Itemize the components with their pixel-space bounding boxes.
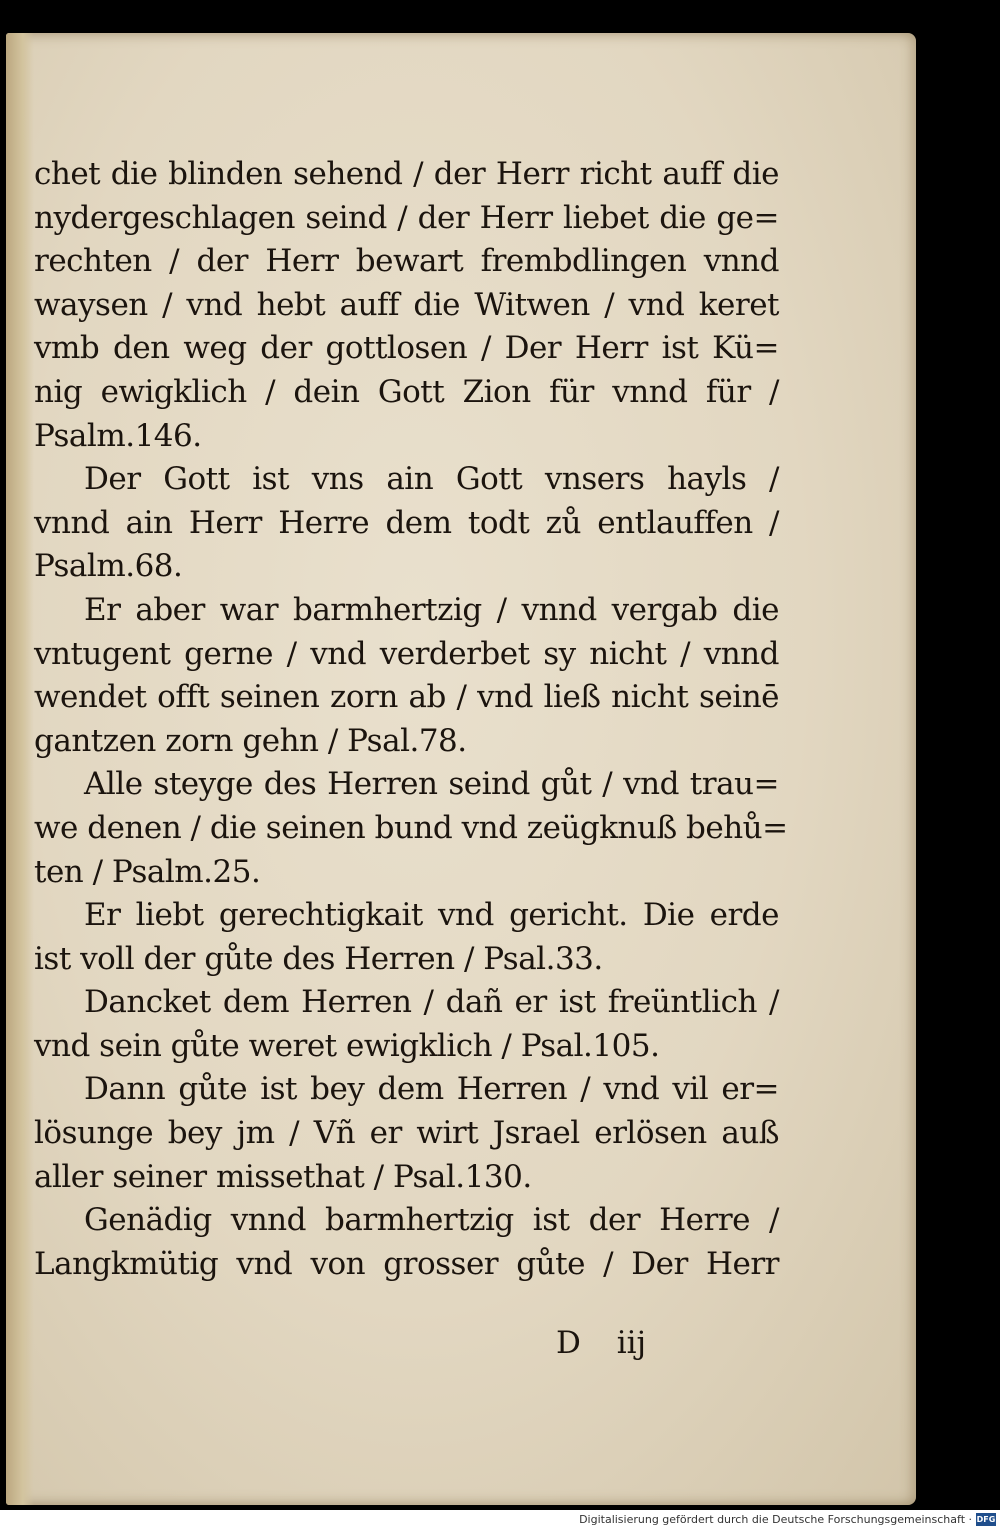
text-line: gantzen zorn gehn / Psal.78.: [34, 722, 467, 759]
footer-credit: Digitalisierung gefördert durch die Deutsche Forschungsgemeinschaft ·: [579, 1513, 972, 1526]
digitization-footer: [0, 1510, 1000, 1531]
text-line: Er aber war barmhertzig / vnnd vergab die: [84, 591, 779, 628]
text-line: rechten / der Herr bewart frembdlingen vnnd: [34, 243, 779, 280]
book-page: [6, 33, 916, 1505]
text-line: Alle steyge des Herren seind gůt / vnd trau=: [84, 766, 779, 803]
text-line: Dann gůte ist bey dem Herren / vnd vil er=: [84, 1071, 779, 1108]
text-line: ist voll der gůte des Herren / Psal.33.: [34, 940, 603, 977]
text-line: lösunge bey jm / Vñ er wirt Jsrael erlösen auß: [34, 1115, 779, 1152]
text-line: chet die blinden sehend / der Herr richt auff die: [34, 156, 779, 192]
text-line: vmb den weg der gottlosen / Der Herr ist Kü=: [34, 330, 779, 367]
page-gutter-shadow: [6, 33, 34, 1505]
text-line: Psalm.146.: [34, 417, 202, 454]
text-line: waysen / vnd hebt auff die Witwen / vnd keret: [34, 286, 779, 323]
text-line: vnnd ain Herr Herre dem todt zů entlauffen /: [34, 504, 779, 541]
dfg-logo: DFG: [976, 1515, 996, 1524]
text-line: Er liebt gerechtigkait vnd gericht. Die erde: [84, 897, 779, 934]
text-line: Psalm.68.: [34, 548, 183, 585]
text-line: vnd sein gůte weret ewigklich / Psal.105.: [34, 1027, 660, 1064]
text-line: vntugent gerne / vnd verderbet sy nicht / vnnd: [34, 635, 779, 672]
signature-mark: D iij: [556, 1325, 647, 1361]
text-line: Langkmütig vnd von grosser gůte / Der Herr: [34, 1245, 779, 1282]
text-line: ten / Psalm.25.: [34, 853, 261, 890]
text-line: nig ewigklich / dein Gott Zion für vnnd für /: [34, 373, 779, 410]
text-line: wendet offt seinen zorn ab / vnd ließ nicht seinē: [34, 679, 779, 716]
page-text-block: [34, 153, 788, 1286]
text-line: Genädig vnnd barmhertzig ist der Herre /: [84, 1202, 779, 1239]
text-line: nydergeschlagen seind / der Herr liebet die ge=: [34, 199, 779, 236]
text-line: Der Gott ist vns ain Gott vnsers hayls /: [84, 461, 779, 498]
text-line: we denen / die seinen bund vnd zeügknuß behů=: [34, 809, 788, 846]
text-line: Dancket dem Herren / dañ er ist freüntlich /: [84, 984, 779, 1021]
text-line: aller seiner missethat / Psal.130.: [34, 1158, 532, 1195]
